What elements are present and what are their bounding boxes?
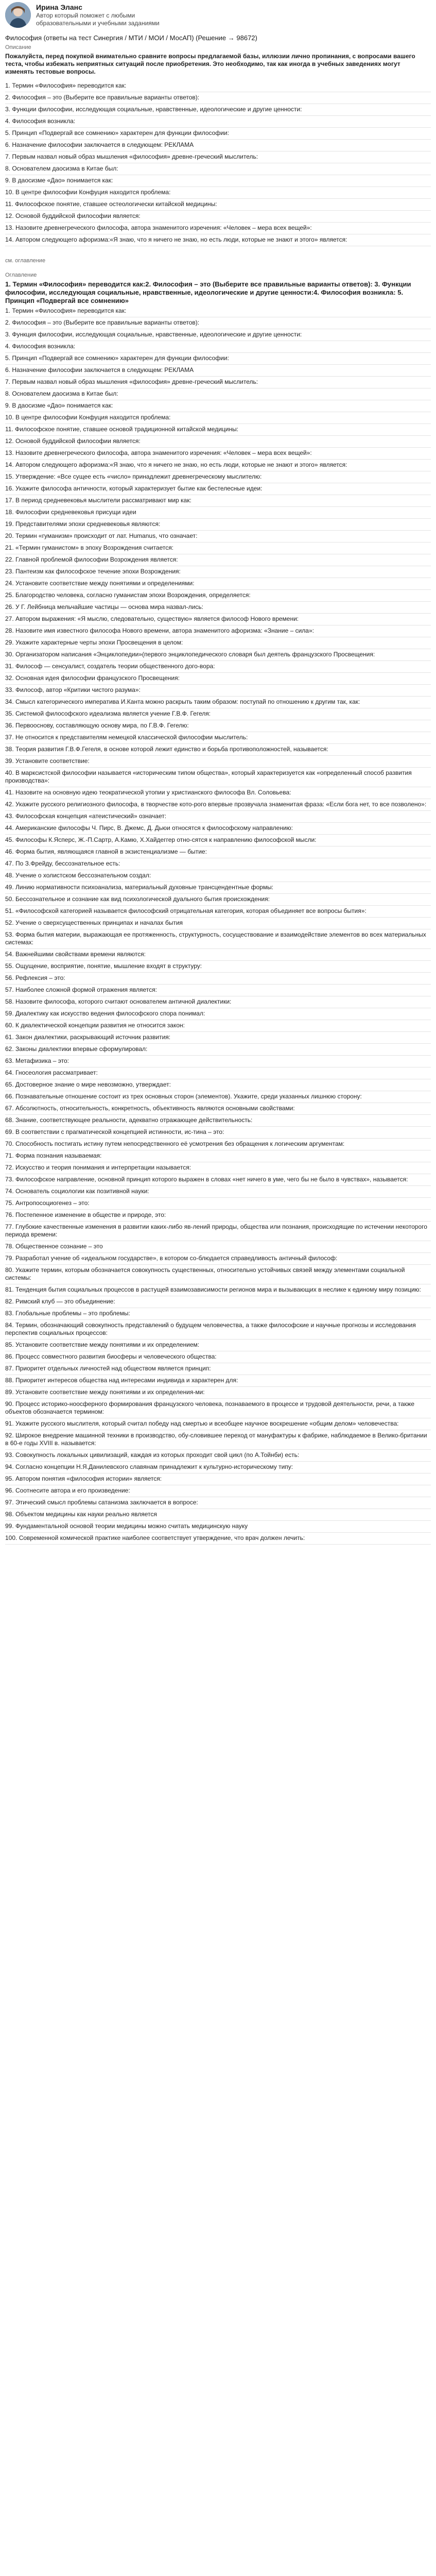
list-item: 41. Назовите на основную идею теократической утопии у христианского философа Вл. Соловьева: xyxy=(5,789,431,799)
list-item: 23. Пантеизм как философское течение эпохи Возрождения: xyxy=(5,568,431,578)
list-item: 62. Законы диалектики впервые сформулировал: xyxy=(5,1045,431,1056)
description-label: Описание xyxy=(5,44,31,50)
list-item: 60. К диалектической концепции развития не относится закон: xyxy=(5,1022,431,1032)
list-item: 92. Широкое внедрение машинной техники в производство, обу-словившее переход от мануфактуры к фабрике, наблюдаемое в Велико-британии в 60-е годы XVIII в. называется: xyxy=(5,1432,431,1450)
list-item: 55. Ощущение, восприятие, понятие, мышление входят в структуру: xyxy=(5,962,431,973)
list-item: 9. В даосизме «Дао» понимается как: xyxy=(5,177,431,187)
list-item: 79. Разработал учение об «идеальном государстве», в котором со-блюдается справедливость античный философ: xyxy=(5,1255,431,1265)
list-item: 43. Философская концепция «атеистический» означает: xyxy=(5,812,431,823)
list-item: 47. По З.Фрейду, бессознательное есть: xyxy=(5,860,431,870)
list-item: 24. Установите соответствие между понятиями и определениями: xyxy=(5,580,431,590)
list-item: 48. Учение о холистском бессознательном создал: xyxy=(5,872,431,882)
list-item: 33. Философ, автор «Критики чистого разума»: xyxy=(5,686,431,697)
list-item: 11. Философское понятие, ставшее основой традиционной китайской медицины: xyxy=(5,426,431,436)
list-item: 80. Укажите термин, которым обозначается совокупность существенных, относительно устойчивых связей между элементами социальной системы: xyxy=(5,1266,431,1284)
list-item: 74. Основатель социологии как позитивной науки: xyxy=(5,1188,431,1198)
list-item: 12. Основой буддийской философии является: xyxy=(5,212,431,223)
author-info xyxy=(36,2,190,27)
list-item: 18. Философии средневековья присущи идеи xyxy=(5,509,431,519)
list-item: 15. Утверждение: «Все сущее есть «число» принадлежит древнегреческому мыслителю: xyxy=(5,473,431,483)
list-item: 99. Фундаментальной основой теории медицины можно считать медицинскую науку xyxy=(5,1522,431,1533)
list-item: 71. Форма познания называемая: xyxy=(5,1152,431,1162)
list-item: 12. Основой буддийской философии является: xyxy=(5,437,431,448)
list-item: 53. Форма бытия материи, выражающая ее протяженность, структурность, сосуществование и взаимодействие элементов во всех материальных системах: xyxy=(5,931,431,949)
list-item: 73. Философское направление, основной принцип которого выражен в словах «нет ничего в уме, чего бы не было в чувствах», называется: xyxy=(5,1176,431,1186)
list-item: 69. В соответствии с прагматической концепцией истинности, ис-тина – это: xyxy=(5,1128,431,1139)
list-item: 50. Бессознательное и сознание как вид психологической дуального бытия происхождения: xyxy=(5,895,431,906)
list-item: 82. Римский клуб — это объединение: xyxy=(5,1298,431,1308)
list-item: 57. Наиболее сложной формой отражения является: xyxy=(5,986,431,996)
list-item: 13. Назовите древнегреческого философа, автора знаменитого изречения: «Человек – мера всех вещей»: xyxy=(5,449,431,460)
list-item: 52. Учение о сверхсущественных принципах и началах бытия xyxy=(5,919,431,929)
list-item: 14. Автором следующего афоризма:«Я знаю, что я ничего не знаю, но есть люди, которые не знают и этого» является: xyxy=(5,236,431,246)
list-item: 85. Установите соответствие между понятиями и их определением: xyxy=(5,1341,431,1351)
list-item: 56. Рефлексия – это: xyxy=(5,974,431,985)
list-item: 77. Глубокие качественные изменения в развитии каких-либо яв-лений природы, общества или познания, происходящие по истечении некоторого периода времени: xyxy=(5,1223,431,1241)
list-item: 84. Термин, обозначающий совокупность представлений о будущем человечества, а также философские и научные прогнозы и исследования перспектив социальных процессов: xyxy=(5,1321,431,1340)
list-item: 7. Первым назвал новый образ мышления «философия» древне-греческий мыслитель: xyxy=(5,378,431,388)
list-item: 61. Закон диалектики, раскрывающий источник развития: xyxy=(5,1033,431,1044)
list-item: 7. Первым назвал новый образ мышления «философия» древне-греческий мыслитель: xyxy=(5,153,431,163)
list-item: 36. Первооснову, составляющую основу мира, по Г.В.Ф. Гегелю: xyxy=(5,722,431,732)
list-item: 88. Приоритет интересов общества над интересами индивида и характерен для: xyxy=(5,1377,431,1387)
avatar[interactable] xyxy=(5,2,31,28)
list-item: 100. Современной комической практике наиболее соответствует утверждение, что врач должен лечить: xyxy=(5,1534,431,1545)
list-item: 51. «Философской категорией называется философский отрицательная категория, которая объединяет все вопросы бытия»: xyxy=(5,907,431,918)
list-item: 58. Назовите философа, которого считают основателем античной диалектики: xyxy=(5,998,431,1008)
list-item: 2. Философия – это (Выберите все правильные варианты ответов): xyxy=(5,94,431,104)
list-item: 6. Назначение философии заключается в следующем: РЕКЛАМА xyxy=(5,141,431,151)
list-item: 10. В центре философии Конфуция находится проблема: xyxy=(5,414,431,424)
list-item: 9. В даосизме «Дао» понимается как: xyxy=(5,402,431,412)
user-avatar-icon xyxy=(5,2,31,28)
list-item: 42. Укажите русского религиозного философа, в творчестве кото-рого впервые прозвучала знаменитая фраза: «Если бога нет, то все позволено»: xyxy=(5,801,431,811)
list-item: 1. Термин «Философия» переводится как: xyxy=(5,82,431,92)
list-item: 30. Организатором написания «Энциклопедии»(первого энциклопедического словаря был деятель французского Просвещения: xyxy=(5,651,431,661)
list-item: 40. В марксистской философии называется «историческим типом общества», который характеризуется как «определенный способ развития производства»: xyxy=(5,769,431,787)
list-item: 67. Абсолютность, относительность, конкретность, объективность являются основными свойствами: xyxy=(5,1105,431,1115)
list-item: 8. Основателем даосизма в Китае был: xyxy=(5,390,431,400)
list-item: 81. Тенденция бытия социальных процессов в растущей взаимозависимости регионов мира и вызывающих в неслике к единому миру позицию: xyxy=(5,1286,431,1296)
list-item: 14. Автором следующего афоризма:«Я знаю, что я ничего не знаю, но есть люди, которые не знают и этого» является: xyxy=(5,461,431,471)
list-item: 20. Термин «гуманизм» происходит от лат. Humanus, что означает: xyxy=(5,532,431,543)
list-item: 10. В центре философии Конфуция находится проблема: xyxy=(5,189,431,199)
list-item: 4. Философия возникла: xyxy=(5,343,431,353)
list-item: 16. Укажите философа античности, который характеризует бытие как бестелесные идеи: xyxy=(5,485,431,495)
list-item: 3. Функции философии, исследующая социальные, нравственные, идеологические и другие ценности: xyxy=(5,106,431,116)
list-item: 26. У Г. Лейбница мельчайшие частицы — основа мира назвал-лись: xyxy=(5,603,431,614)
list-item: 39. Установите соответствие: xyxy=(5,757,431,768)
author-card xyxy=(5,2,431,28)
author-description: Автор который поможет с любыми образовательными и учебными заданиями xyxy=(36,12,160,27)
list-item: 68. Знание, соответствующее реальности, адекватно отражающее действительность: xyxy=(5,1116,431,1127)
list-item: 70. Способность постигать истину путем непосредственного её усмотрения без обращения к логическим аргументам: xyxy=(5,1140,431,1150)
list-item: 75. Антропосоциогенез – это: xyxy=(5,1199,431,1210)
list-item: 87. Приоритет отдельных личностей над обществом является принцип: xyxy=(5,1365,431,1375)
list-item: 44. Американские философы Ч. Пирс, В. Джемс, Д. Дьюи относятся к философскому направлению: xyxy=(5,824,431,835)
list-item: 37. Не относится к представителям немецкой классической философии мыслитель: xyxy=(5,734,431,744)
list-item: 90. Процесс историко-ноосферного формирования французского человека, познаваемого в процессе и трудовой деятельности, речи, а также объектов обозначается термином: xyxy=(5,1400,431,1418)
list-item: 6. Назначение философии заключается в следующем: РЕКЛАМА xyxy=(5,366,431,377)
list-item: 8. Основателем даосизма в Китае был: xyxy=(5,165,431,175)
list-item: 21. «Термин гуманистом» в эпоху Возрождения считается: xyxy=(5,544,431,554)
author-name[interactable]: Ирина Эланс xyxy=(36,3,82,11)
toc-summary: 1. Термин «Философия» переводится как:2. Философия – это (Выберите все правильные варианты ответов): 3. Функции философии, исследующая социальные, нравственные, идеологические и другие ценности:4. Философия возникла: 5. Принцип «Подвергай все сомнению» xyxy=(5,280,411,304)
intro-text: Пожалуйста, перед покупкой внимательно сравните вопросы предлагаемой базы, иллюзии лично пропинания, с вопросами вашего теста, чтобы избежать неприятных ситуаций после приобретения. Это необходимо, так как иногда в учебных заведениях могут изменять тестовые вопросы. xyxy=(5,53,415,75)
list-item: 65. Достоверное знание о мире невозможно, утверждает: xyxy=(5,1081,431,1091)
list-item: 46. Форма бытия, являющаяся главной в экзистенциализме — бытие: xyxy=(5,848,431,858)
list-item: 76. Постепенное изменение в обществе и природе, это: xyxy=(5,1211,431,1222)
list-item: 86. Процесс совместного развития биосферы и человеческого общества: xyxy=(5,1353,431,1363)
list-item: 22. Главной проблемой философии Возрождения является: xyxy=(5,556,431,566)
list-item: 96. Соотнесите автора и его произведение: xyxy=(5,1487,431,1497)
list-item: 97. Этический смысл проблемы сатанизма заключается в вопросе: xyxy=(5,1499,431,1509)
list-item: 32. Основная идея философии французского Просвещения: xyxy=(5,674,431,685)
list-item: 94. Согласно концепции Н.Я.Данилевского славянам принадлежит к культурно-историческому типу: xyxy=(5,1463,431,1473)
list-item: 38. Теория развития Г.В.Ф.Гегеля, в основе которой лежит единство и борьба противоположностей, называется: xyxy=(5,745,431,756)
list-item: 64. Гносеология рассматривает: xyxy=(5,1069,431,1079)
toc-label: Оглавление xyxy=(5,272,37,278)
see-toc-link[interactable]: см. оглавление xyxy=(5,258,46,264)
list-item: 3. Функция философии, исследующая социальные, нравственные, идеологические и другие ценности: xyxy=(5,331,431,341)
page-title: Философия (ответы на тест Синергия / МТИ / МОИ / МосАП) (Решение → 98672) xyxy=(5,34,257,42)
list-item: 72. Искусство и теория понимания и интерпретации называется: xyxy=(5,1164,431,1174)
list-item: 17. В период средневековья мыслители рассматривают мир как: xyxy=(5,497,431,507)
list-item: 35. Системой философского идеализма является учение Г.В.Ф. Гегеля: xyxy=(5,710,431,720)
list-item: 5. Принцип «Подвергай все сомнению» характерен для функции философии: xyxy=(5,354,431,365)
list-item: 19. Представителями эпохи средневековья являются: xyxy=(5,520,431,531)
list-item: 5. Принцип «Подвергай все сомнению» характерен для функции философии: xyxy=(5,129,431,140)
list-item: 89. Установите соответствие между понятиями и их определения-ми: xyxy=(5,1388,431,1399)
list-item: 28. Назовите имя известного философа Нового времени, автора знаменитого афоризма: «Знание – сила»: xyxy=(5,627,431,637)
list-item: 49. Линию нормативности психоанализа, материальный духовные трансцендентные формы: xyxy=(5,884,431,894)
list-item: 34. Смысл категорического императива И.Канта можно раскрыть таким образом: поступай по отношению к другим так, как: xyxy=(5,698,431,708)
list-item: 27. Автором выражения: «Я мыслю, следовательно, существую» является философ Нового времени: xyxy=(5,615,431,625)
list-item: 4. Философия возникла: xyxy=(5,117,431,128)
list-item: 66. Познавательные отношение состоит из трех основных сторон (элементов). Укажите, среди указанных лишнюю сторону: xyxy=(5,1093,431,1103)
list-item: 45. Философы К.Ясперс, Ж.-П.Сартр, А.Камю, Х.Хайдеггер отно-сятся к направлению философской мысли: xyxy=(5,836,431,846)
list-item: 59. Диалектику как искусство ведения философского спора понимал: xyxy=(5,1010,431,1020)
list-item: 13. Назовите древнегреческого философа, автора знаменитого изречения: «Человек – мера всех вещей»: xyxy=(5,224,431,234)
list-item: 91. Укажите русского мыслителя, который считал победу над смертью и всеобщее научное воскрешение «общим делом» человечества: xyxy=(5,1420,431,1430)
question-list-preview xyxy=(5,82,431,246)
list-item: 93. Совокупность локальных цивилизаций, каждая из которых проходит свой цикл (по А.Тойнби) есть: xyxy=(5,1451,431,1462)
list-item: 54. Важнейшими свойствами времени являются: xyxy=(5,951,431,961)
list-item: 25. Благородство человека, согласно гуманистам эпохи Возрождения, определяется: xyxy=(5,591,431,602)
list-item: 2. Философия – это (Выберите все правильные варианты ответов): xyxy=(5,319,431,329)
list-item: 83. Глобальные проблемы – это проблемы: xyxy=(5,1310,431,1320)
list-item: 11. Философское понятие, ставшее остеологически китайской медицины: xyxy=(5,200,431,211)
list-item: 98. Объектом медицины как науки реально является xyxy=(5,1511,431,1521)
question-list-full xyxy=(5,307,431,1545)
list-item: 1. Термин «Философия» переводится как: xyxy=(5,307,431,317)
list-item: 63. Метафизика – это: xyxy=(5,1057,431,1067)
list-item: 31. Философ — сенсуалист, создатель теории общественного дого-вора: xyxy=(5,663,431,673)
list-item: 29. Укажите характерные черты эпохи Просвещения в целом: xyxy=(5,639,431,649)
list-item: 78. Общественное сознание – это xyxy=(5,1243,431,1253)
list-item: 95. Автором понятия «философия истории» является: xyxy=(5,1475,431,1485)
